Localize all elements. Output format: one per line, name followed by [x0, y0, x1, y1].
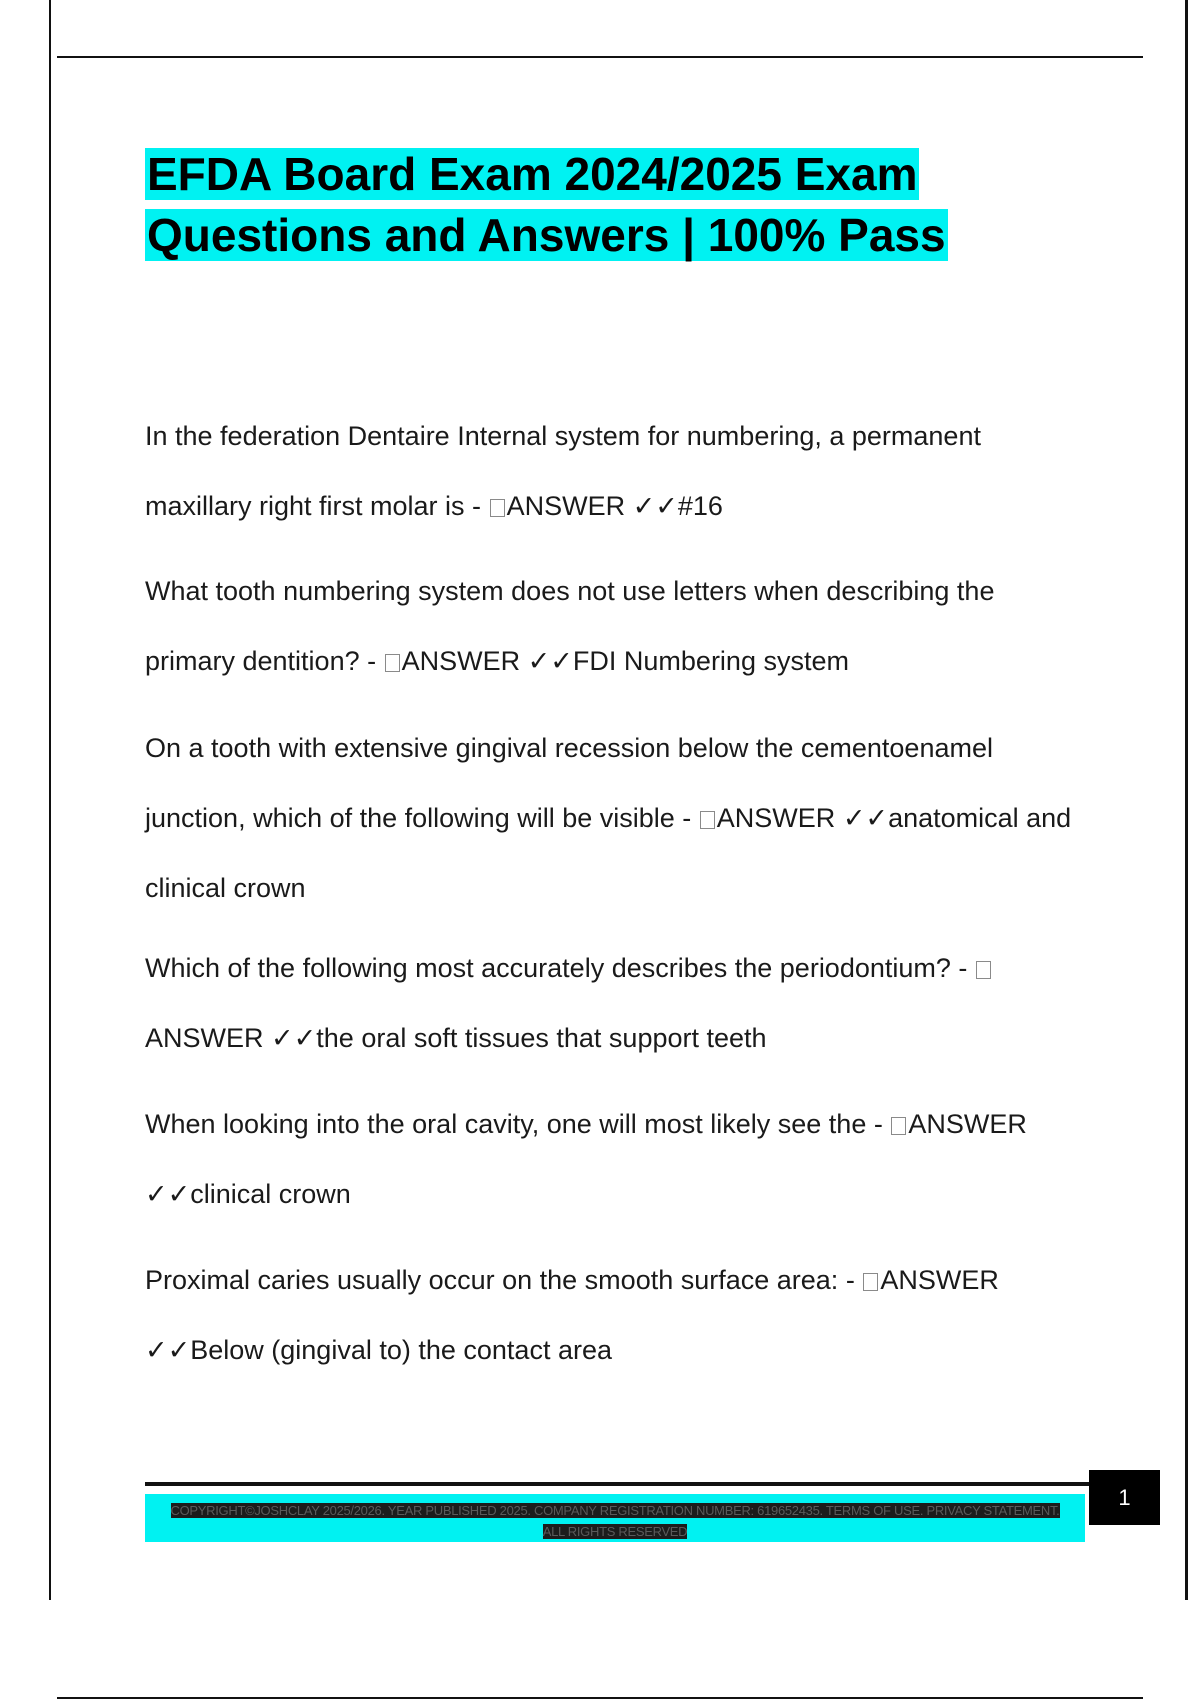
page-number: 1: [1089, 1470, 1160, 1525]
missing-glyph-box-icon: [976, 961, 991, 979]
answer-text: Below (gingival to) the contact area: [190, 1335, 612, 1365]
page-border-right: [1185, 0, 1188, 1600]
checkmark-icon: ✓✓: [145, 1179, 191, 1209]
missing-glyph-box-icon: [891, 1117, 906, 1135]
answer-text: #16: [677, 491, 723, 521]
answer-text: anatomical and clinical crown: [145, 803, 1072, 903]
question-text: When looking into the oral cavity, one will most likely see the -: [145, 1109, 883, 1139]
answer-text: the oral soft tissues that support teeth: [316, 1023, 767, 1053]
answer-label: ANSWER: [908, 1109, 1027, 1139]
document-title: [145, 144, 1095, 266]
checkmark-icon: ✓✓: [632, 491, 678, 521]
qa-item-5: [145, 1089, 1085, 1229]
answer-label: ANSWER: [716, 803, 836, 833]
qa-item-4: [145, 933, 1085, 1073]
qa-item-2: [145, 556, 1085, 696]
qa-item-3: [145, 713, 1085, 923]
answer-label: ANSWER: [145, 1023, 264, 1053]
question-text: In the federation Dentaire Internal system for numbering, a permanent maxillary right first molar is -: [145, 421, 981, 521]
missing-glyph-box-icon: [700, 811, 715, 829]
question-text: Which of the following most accurately describes the periodontium? -: [145, 953, 968, 983]
answer-label: ANSWER: [401, 646, 521, 676]
checkmark-icon: ✓✓: [842, 803, 889, 833]
answer-text: FDI Numbering system: [572, 646, 849, 676]
missing-glyph-box-icon: [863, 1273, 878, 1291]
header-rule: [57, 56, 1143, 58]
answer-label: ANSWER: [880, 1265, 999, 1295]
checkmark-icon: ✓✓: [271, 1023, 317, 1053]
qa-item-6: [145, 1245, 1085, 1385]
question-text: What tooth numbering system does not use letters when describing the primary dentition? -: [145, 576, 995, 676]
checkmark-icon: ✓✓: [145, 1335, 191, 1365]
title-line-2: Questions and Answers | 100% Pass: [147, 209, 946, 261]
page-bottom-rule: [57, 1697, 1143, 1699]
missing-glyph-box-icon: [385, 654, 400, 672]
page-border-left: [49, 0, 51, 1600]
answer-label: ANSWER: [506, 491, 626, 521]
footer-copyright: [170, 1500, 1060, 1542]
question-text: Proximal caries usually occur on the smooth surface area: -: [145, 1265, 855, 1295]
missing-glyph-box-icon: [490, 499, 505, 517]
title-line-1: EFDA Board Exam 2024/2025 Exam: [147, 148, 918, 200]
checkmark-icon: ✓✓: [527, 646, 573, 676]
copyright-text: COPYRIGHT©JOSHCLAY 2025/2026. YEAR PUBLISHED 2025. COMPANY REGISTRATION NUMBER: 619652435. TERMS OF USE. PRIVACY STATEMENT. ALL RIGHTS RESERVED: [170, 1503, 1060, 1539]
footer-rule: [145, 1482, 1090, 1486]
qa-item-1: [145, 401, 1085, 541]
answer-text: clinical crown: [190, 1179, 351, 1209]
question-text: On a tooth with extensive gingival recession below the cementoenamel junction, which of the following will be visible -: [145, 733, 993, 833]
